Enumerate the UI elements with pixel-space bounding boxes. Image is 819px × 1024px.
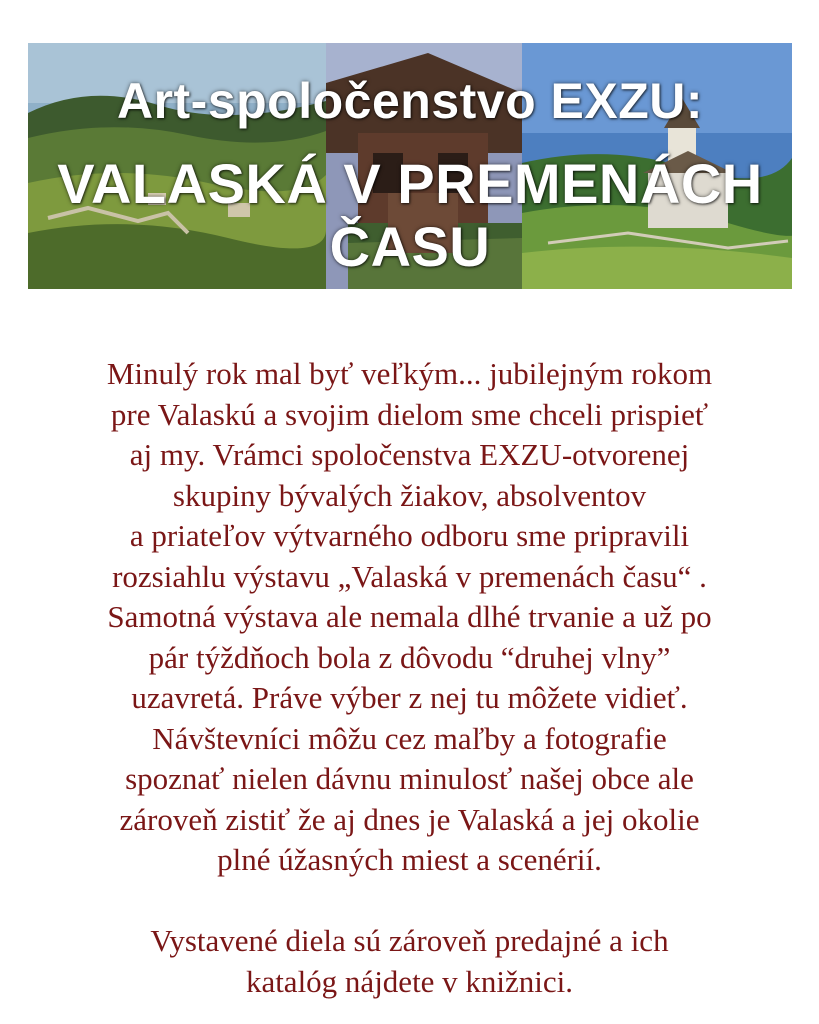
body-line: Samotná výstava ale nemala dlhé trvanie a už po [107,599,712,634]
paragraph-gap [20,881,799,922]
body-line: uzavretá. Práve výber z nej tu môžete vidieť. [131,680,688,715]
body-line: Minulý rok mal byť veľkým... jubilejným rokom [106,356,713,391]
banner-title-line-3: ČASU [329,215,491,278]
body-text [20,354,799,1002]
banner-title [28,43,792,289]
body-line: pre Valaskú a svojim dielom sme chceli prispieť [110,396,709,432]
body-line: zároveň zistiť že aj dnes je Valaská a jej okolie [119,801,700,837]
body-line: plné úžasných miest a scenérií. [217,842,602,877]
body-line: Návštevníci môžu cez maľby a fotografie [152,720,667,756]
banner-title-line-1: Art-spoločenstvo EXZU: [116,73,704,129]
body-line: spoznať nielen dávnu minulosť našej obce ale [125,761,694,796]
body-line: a priateľov výtvarného odboru sme pripravili [129,518,690,553]
body-line: pár týždňoch bola z dôvodu “druhej vlny” [148,639,671,675]
body-line: katalóg nájdete v knižnici. [245,963,574,999]
body-line: Vystavené diela sú zároveň predajné a ich [150,923,669,958]
body-line: skupiny bývalých žiakov, absolventov [172,477,647,513]
body-line: rozsiahlu výstavu „Valaská v premenách času“ . [112,558,707,594]
banner [28,43,792,289]
banner-title-line-2: VALASKÁ V PREMENÁCH [57,152,763,215]
body-line: aj my. Vrámci spoločenstva EXZU-otvorenej [129,437,690,472]
